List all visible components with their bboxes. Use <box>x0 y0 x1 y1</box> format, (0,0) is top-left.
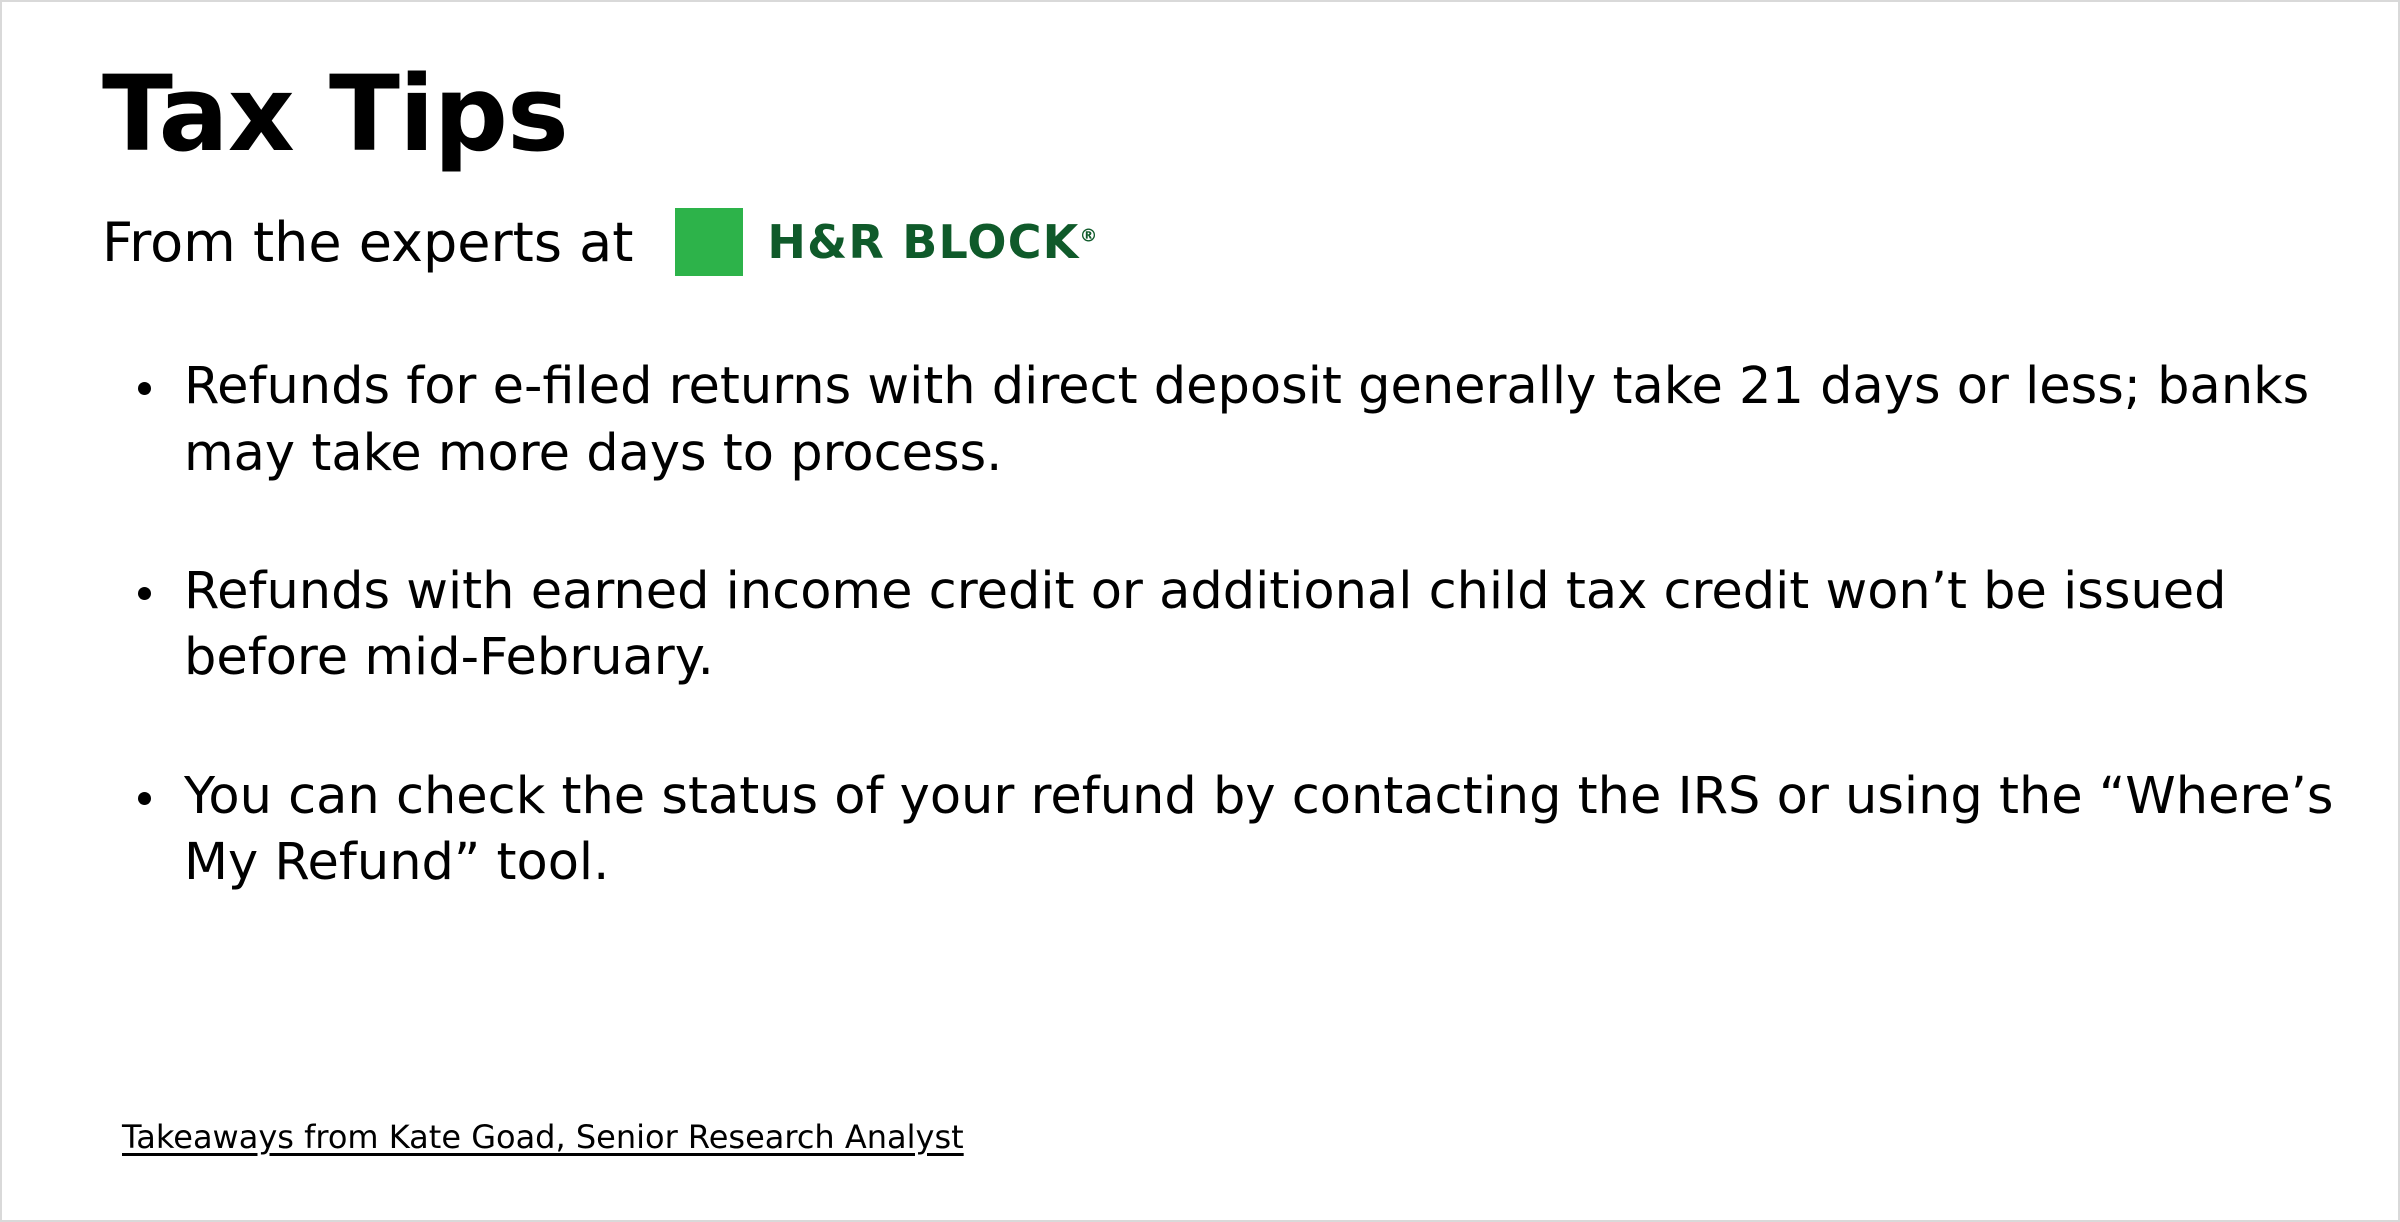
hr-block-wordmark <box>767 215 1098 269</box>
list-item: Refunds with earned income credit or additional child tax credit won’t be issued before mid-February. <box>102 559 2338 692</box>
hr-block-wordmark-text: H&R BLOCK <box>767 215 1080 270</box>
page-title: Tax Tips <box>102 53 568 175</box>
hr-block-square-icon <box>675 208 743 276</box>
slide-content <box>102 53 2338 1190</box>
list-item: Refunds for e-filed returns with direct deposit generally take 21 days or less; banks may take more days to process. <box>102 354 2338 487</box>
footnote-attribution: Takeaways from Kate Goad, Senior Research Analyst <box>122 1118 964 1156</box>
list-item: You can check the status of your refund by contacting the IRS or using the “Where’s My Refund” tool. <box>102 764 2338 897</box>
registered-mark: ® <box>1079 225 1099 247</box>
subtitle-row <box>102 208 2338 276</box>
bullet-list <box>102 354 2338 896</box>
subtitle-label: From the experts at <box>102 210 634 274</box>
hr-block-logo <box>675 208 1098 276</box>
